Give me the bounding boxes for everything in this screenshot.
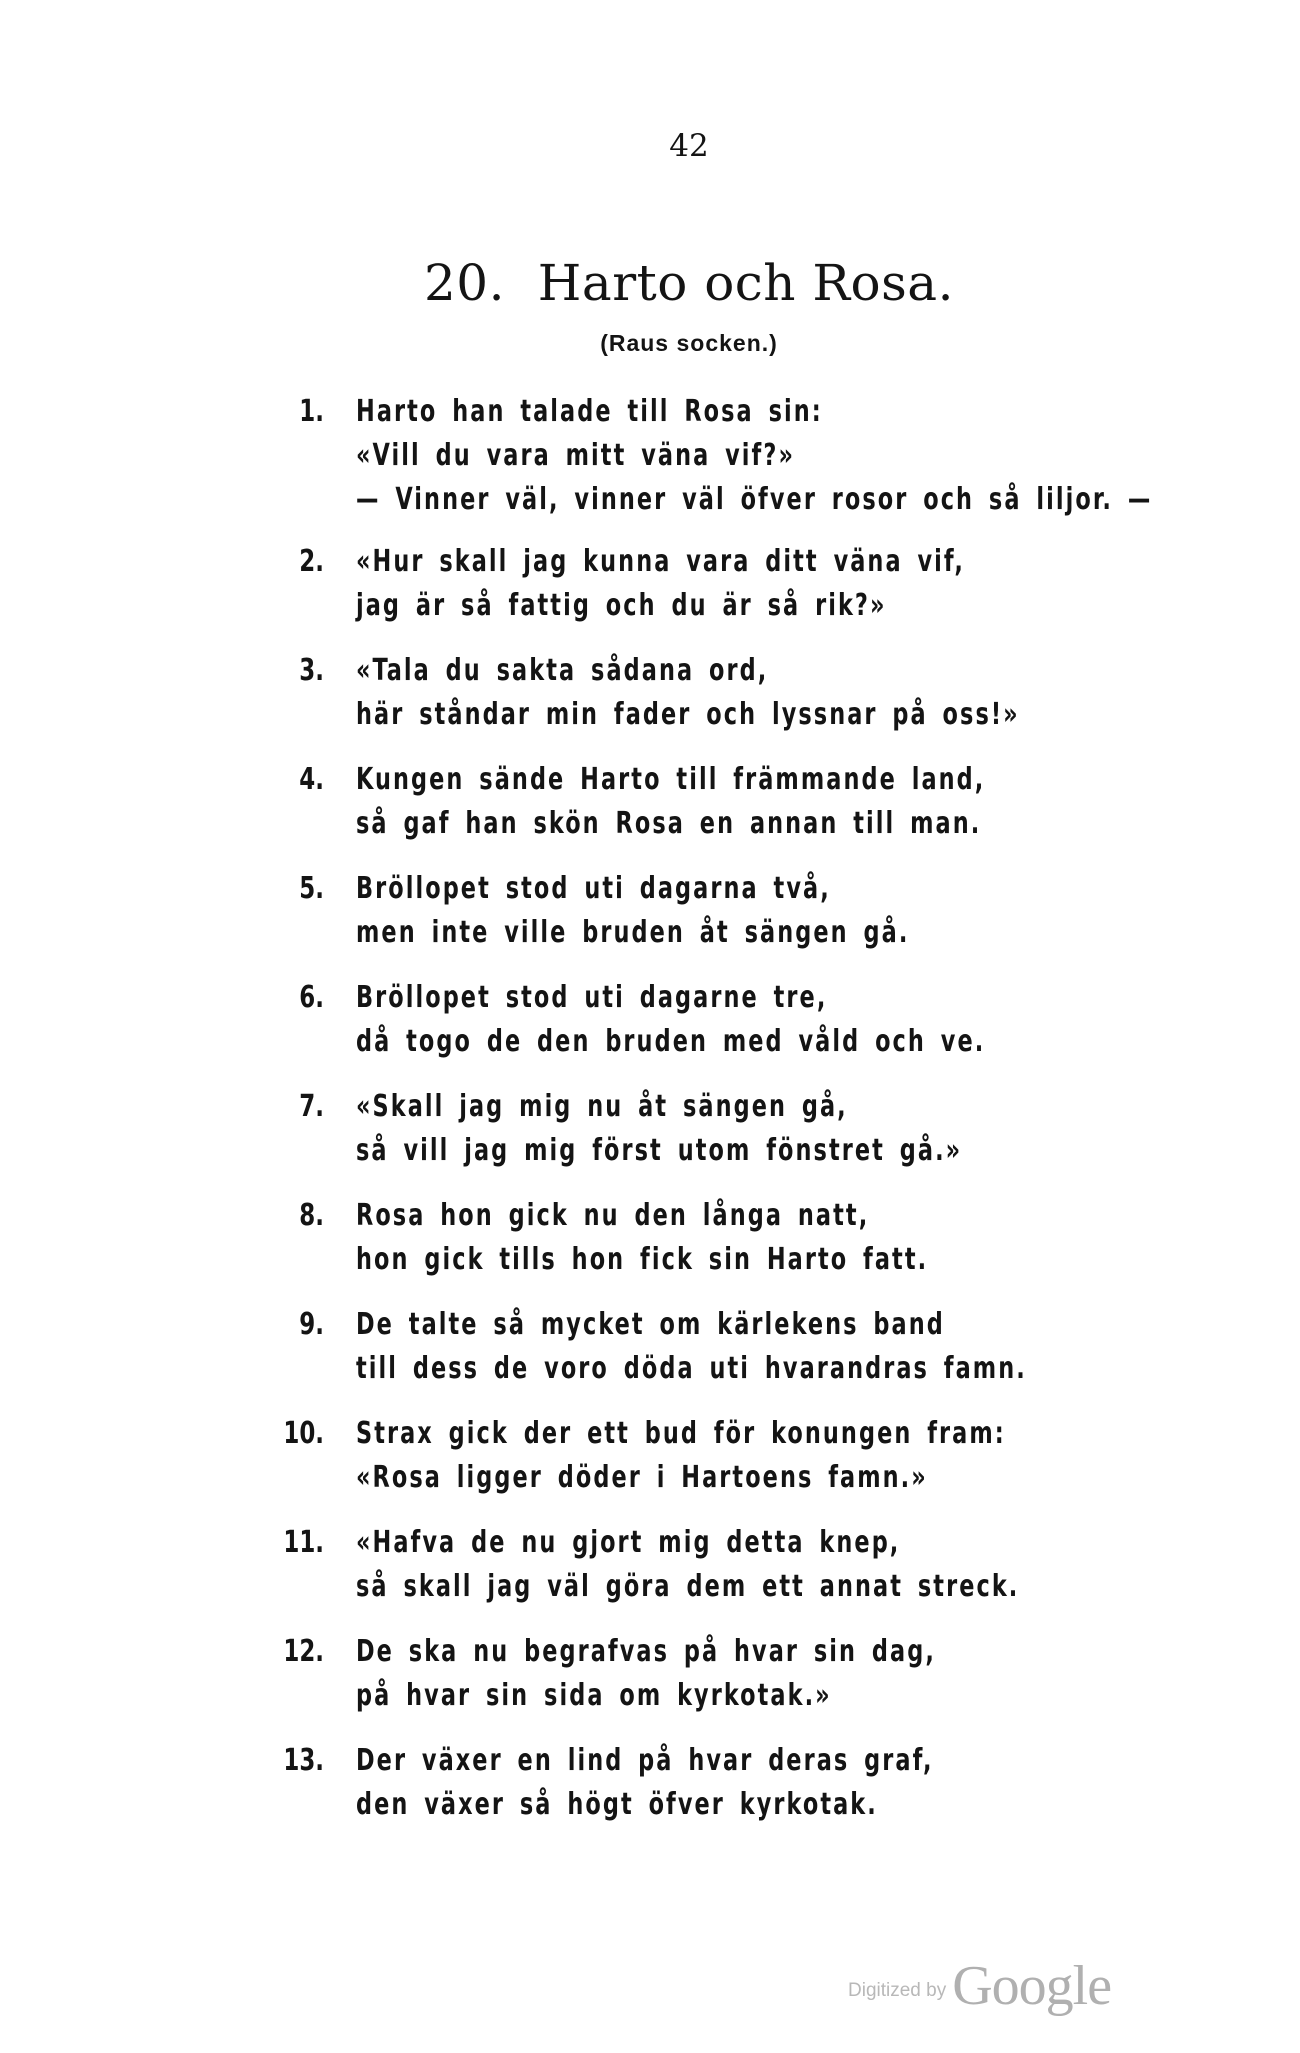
verse-line: hon gick tills hon fick sin Harto fatt.: [356, 1242, 929, 1277]
stanza: [0, 1521, 1300, 1604]
stanza: [0, 976, 1300, 1059]
stanza-number: 8.: [299, 1198, 324, 1233]
page-number: 42: [669, 128, 709, 164]
google-logo: Google: [952, 1955, 1112, 2017]
stanza: [0, 867, 1300, 950]
poem-subtitle: (Raus socken.): [600, 330, 778, 356]
verse-line: så vill jag mig först utom fönstret gå.»: [356, 1133, 963, 1168]
poem-title: 20. Harto och Rosa.: [423, 254, 955, 312]
stanza: [0, 390, 1300, 517]
verse-line: De talte så mycket om kärlekens band: [356, 1307, 945, 1342]
stanza-number: 12.: [283, 1634, 324, 1669]
stanza-number: 4.: [299, 762, 324, 797]
stanza: [0, 1303, 1300, 1386]
verse-line: «Hur skall jag kunna vara ditt väna vif,: [356, 544, 965, 579]
verse-line: jag är så fattig och du är så rik?»: [356, 588, 887, 623]
stanza: [0, 649, 1300, 732]
verse-line: «Rosa ligger döder i Hartoens famn.»: [356, 1460, 928, 1495]
verse-line: men inte ville bruden åt sängen gå.: [356, 915, 910, 950]
stanza: [0, 1630, 1300, 1713]
stanza-number: 2.: [299, 544, 324, 579]
stanza-number: 10.: [283, 1416, 324, 1451]
verse-line: till dess de voro döda uti hvarandras famn.: [356, 1351, 1027, 1386]
verse-line: på hvar sin sida om kyrkotak.»: [356, 1678, 832, 1713]
verse-line: De ska nu begrafvas på hvar sin dag,: [356, 1634, 936, 1669]
verse-line: Rosa hon gick nu den långa natt,: [356, 1198, 870, 1233]
stanza-number: 5.: [299, 871, 324, 906]
stanza-number: 7.: [299, 1089, 324, 1124]
poem-body: [0, 390, 1300, 1848]
verse-line: «Vill du vara mitt väna vif?»: [356, 438, 795, 473]
stanza-number: 1.: [299, 394, 324, 429]
digitized-watermark: [848, 1944, 1112, 2017]
verse-line: «Tala du sakta sådana ord,: [356, 653, 769, 688]
verse-line: «Hafva de nu gjort mig detta knep,: [356, 1525, 901, 1560]
verse-line: Harto han talade till Rosa sin:: [356, 394, 823, 429]
verse-line: Bröllopet stod uti dagarna två,: [356, 871, 831, 906]
stanza-number: 9.: [299, 1307, 324, 1342]
stanza-number: 3.: [299, 653, 324, 688]
stanza-number: 11.: [283, 1525, 324, 1560]
verse-line: då togo de den bruden med våld och ve.: [356, 1024, 986, 1059]
stanza: [0, 758, 1300, 841]
watermark-prefix: Digitized by: [848, 1980, 947, 2001]
verse-line: Kungen sände Harto till främmande land,: [356, 762, 986, 797]
verse-line: så gaf han skön Rosa en annan till man.: [356, 806, 982, 841]
stanza: [0, 1194, 1300, 1277]
verse-line: den växer så högt öfver kyrkotak.: [356, 1787, 878, 1822]
refrain-line: — Vinner väl, vinner väl öfver rosor och så liljor. —: [356, 482, 1153, 517]
verse-line: här ståndar min fader och lyssnar på oss!»: [356, 697, 1020, 732]
stanza: [0, 1739, 1300, 1822]
stanza: [0, 1085, 1300, 1168]
verse-line: Strax gick der ett bud för konungen fram:: [356, 1416, 1006, 1451]
verse-line: Bröllopet stod uti dagarne tre,: [356, 980, 828, 1015]
verse-line: Der växer en lind på hvar deras graf,: [356, 1743, 934, 1778]
stanza: [0, 1412, 1300, 1495]
verse-line: «Skall jag mig nu åt sängen gå,: [356, 1089, 848, 1124]
stanza-number: 13.: [283, 1743, 324, 1778]
verse-line: så skall jag väl göra dem ett annat streck.: [356, 1569, 1020, 1604]
stanza-number: 6.: [299, 980, 324, 1015]
stanza: [0, 540, 1300, 623]
